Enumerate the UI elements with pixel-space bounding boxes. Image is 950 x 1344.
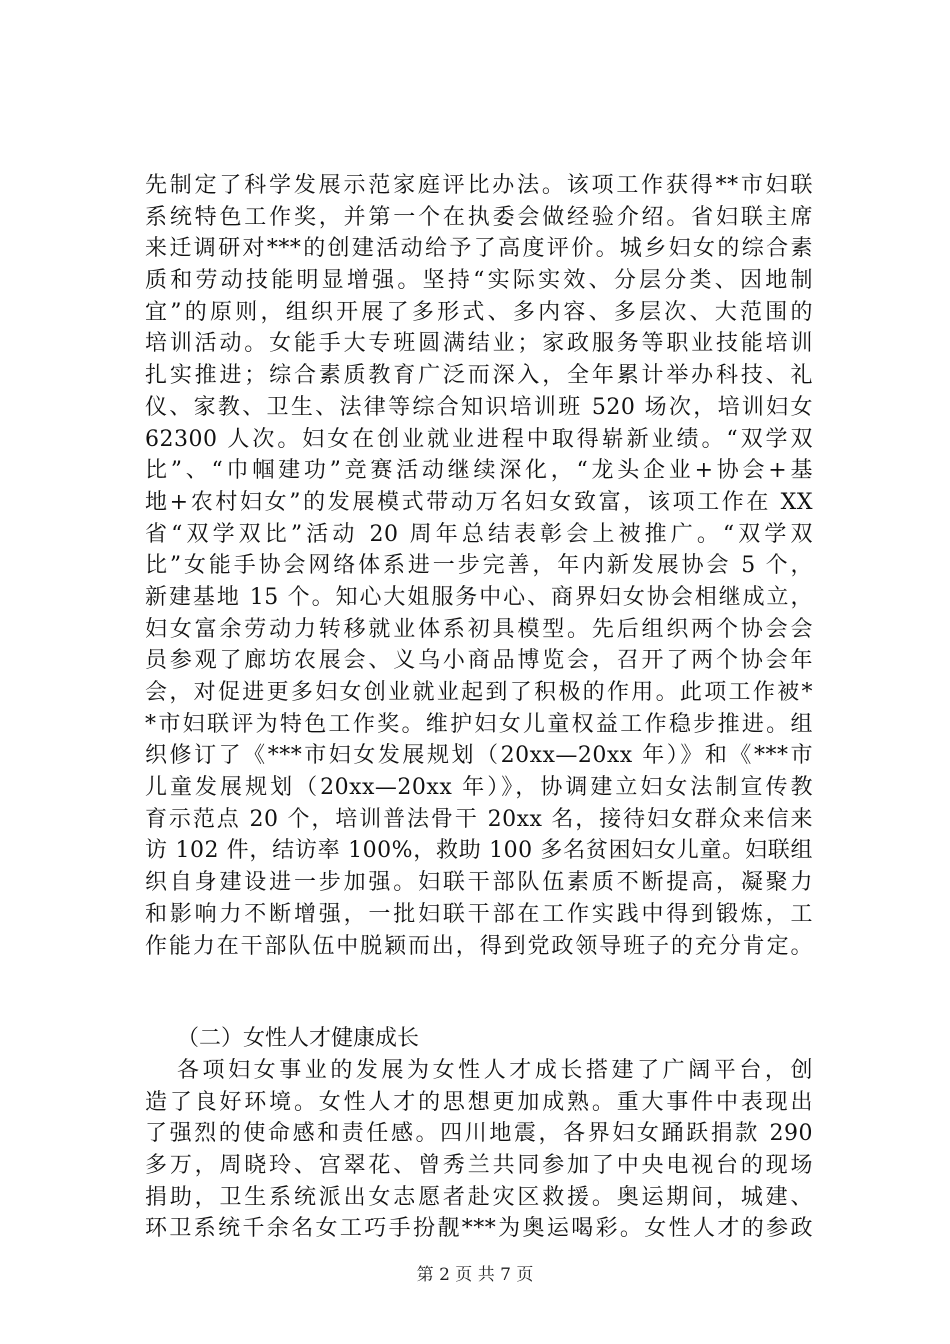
text-line: 新建基地 15 个。知心大姐服务中心、商界妇女协会相继成立， bbox=[145, 584, 813, 610]
section-heading: （二）女性人才健康成长 bbox=[177, 1026, 420, 1051]
text-line: 多万，周晓玲、宫翠花、曾秀兰共同参加了中央电视台的现场 bbox=[145, 1153, 813, 1179]
text-line: 比”、“巾帼建功”竞赛活动继续深化，“龙头企业+协会+基 bbox=[145, 458, 813, 484]
text-line: 质和劳动技能明显增强。坚持“实际实效、分层分类、因地制 bbox=[145, 268, 813, 294]
text-line: 员参观了廊坊农展会、义乌小商品博览会，召开了两个协会年 bbox=[145, 648, 813, 674]
text-line: 会，对促进更多妇女创业就业起到了积极的作用。此项工作被* bbox=[145, 680, 813, 705]
text-line: 织自身建设进一步加强。妇联干部队伍素质不断提高，凝聚力 bbox=[145, 870, 813, 896]
text-line: 培训活动。女能手大专班圆满结业；家政服务等职业技能培训 bbox=[145, 331, 813, 357]
text-line: 育示范点 20 个，培训普法骨干 20xx 名，接待妇女群众来信来 bbox=[145, 806, 813, 832]
text-line: 地+农村妇女”的发展模式带动万名妇女致富，该项工作在 XX bbox=[145, 489, 813, 515]
page-footer: 第 2 页 共 7 页 bbox=[416, 1265, 534, 1285]
text-line: 扎实推进；综合素质教育广泛而深入，全年累计举办科技、礼 bbox=[145, 363, 813, 389]
text-line: 作能力在干部队伍中脱颖而出，得到党政领导班子的充分肯定。 bbox=[145, 933, 813, 959]
text-line: 各项妇女事业的发展为女性人才成长搭建了广阔平台，创 bbox=[177, 1058, 813, 1083]
text-line: 环卫系统千余名女工巧手扮靓***为奥运喝彩。女性人才的参政 bbox=[145, 1216, 813, 1242]
text-line: *市妇联评为特色工作奖。维护妇女儿童权益工作稳步推进。组 bbox=[145, 711, 813, 737]
text-line: 来迁调研对***的创建活动给予了高度评价。城乡妇女的综合素 bbox=[145, 236, 813, 262]
text-line: 仪、家教、卫生、法律等综合知识培训班 520 场次，培训妇女 bbox=[145, 394, 813, 420]
text-line: 系统特色工作奖，并第一个在执委会做经验介绍。省妇联主席 bbox=[145, 204, 813, 230]
text-line: 妇女富余劳动力转移就业体系初具模型。先后组织两个协会会 bbox=[145, 616, 813, 642]
text-line: 62300 人次。妇女在创业就业进程中取得崭新业绩。“双学双 bbox=[145, 426, 813, 452]
text-line: 造了良好环境。女性人才的思想更加成熟。重大事件中表现出 bbox=[145, 1089, 813, 1115]
paragraph-2 bbox=[145, 1055, 813, 1245]
text-line: 捐助，卫生系统派出女志愿者赴灾区救援。奥运期间，城建、 bbox=[145, 1184, 813, 1210]
text-line: 了强烈的使命感和责任感。四川地震，各界妇女踊跃捐款 290 bbox=[145, 1121, 813, 1147]
paragraph-1 bbox=[145, 170, 813, 962]
text-line: 访 102 件，结访率 100%，救助 100 多名贫困妇女儿童。妇联组 bbox=[145, 838, 813, 864]
text-line: 比”女能手协会网络体系进一步完善，年内新发展协会 5 个， bbox=[145, 553, 813, 579]
text-line: 先制定了科学发展示范家庭评比办法。该项工作获得**市妇联 bbox=[145, 173, 813, 198]
text-line: 和影响力不断增强，一批妇联干部在工作实践中得到锻炼，工 bbox=[145, 901, 813, 927]
text-line: 儿童发展规划（20xx—20xx 年）》，协调建立妇女法制宣传教 bbox=[145, 775, 813, 801]
text-line: 省“双学双比”活动 20 周年总结表彰会上被推广。“双学双 bbox=[145, 521, 813, 547]
text-line: 宜”的原则，组织开展了多形式、多内容、多层次、大范围的 bbox=[145, 299, 813, 325]
text-line: 织修订了《***市妇女发展规划（20xx—20xx 年）》和《***市 bbox=[145, 743, 813, 769]
